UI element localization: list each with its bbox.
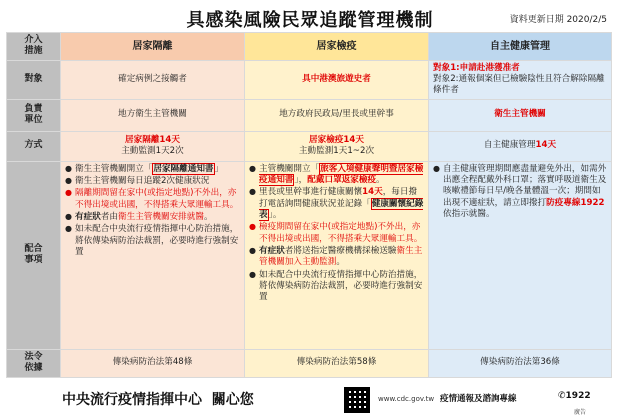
list-item: ● 如未配合中央流行疫情指揮中心防治措施，將依傳染病防治法裁罰，必要時進行強制安置 bbox=[65, 224, 240, 258]
method-b-monitor: 主動監測1天1~2次 bbox=[298, 146, 375, 157]
list-item: ● 衛生主管機關每日追蹤2次健康狀況 bbox=[65, 176, 240, 187]
method-c bbox=[429, 131, 612, 161]
footer-title: 中央流行疫情指揮中心 關心您 bbox=[62, 392, 254, 408]
footer-ad-label: 廣告 bbox=[574, 409, 587, 416]
row-method bbox=[7, 131, 612, 161]
page-title: 具感染風險民眾追蹤管理機制 bbox=[186, 10, 434, 31]
method-c-days: 14天 bbox=[535, 140, 557, 151]
header-home-isolation: 居家隔離 bbox=[61, 33, 245, 61]
unit-c: 衛生主管機關 bbox=[429, 99, 612, 131]
header-rowhead: 介入 措施 bbox=[7, 33, 61, 61]
list-item: ● 檢疫期間留在家中(或指定地點)不外出，亦不得出境或出國，不得搭乘大眾運輸工具。 bbox=[249, 222, 424, 245]
list-item: ● 自主健康管理期間應盡量避免外出，如需外出應全程配戴外科口罩；落實呼吸道衛生及咳嗽禮節每日早/晚各量體溫一次；期間如出現不適症狀，請立即撥打防疫專線1922依指示就醫。 bbox=[433, 164, 607, 221]
law-c: 傳染病防治法第36條 bbox=[429, 349, 612, 377]
method-b-duration: 居家檢疫14天 bbox=[309, 134, 364, 145]
unit-a: 地方衛生主管機關 bbox=[61, 99, 245, 131]
row-unit-label: 負責 單位 bbox=[7, 99, 61, 131]
list-item: ● 主管機關開立「旅客入境健康聲明暨居家檢疫通知書」，配戴口罩返家檢疫。 bbox=[249, 164, 424, 187]
update-date: 資料更新日期 2020/2/5 bbox=[509, 15, 607, 25]
row-law-label: 法令 依據 bbox=[7, 349, 61, 377]
target-c-2: 對象2:通報個案但已檢驗陰性且符合解除隔離條件者 bbox=[433, 73, 605, 96]
law-a: 傳染病防治法第48條 bbox=[61, 349, 245, 377]
matters-c bbox=[429, 161, 612, 349]
footer bbox=[0, 383, 617, 417]
row-target bbox=[7, 60, 612, 99]
footer-hotline: 疫情通報及諮詢專線 bbox=[440, 394, 517, 404]
target-b: 具中港澳旅遊史者 bbox=[245, 60, 429, 99]
list-item: ● 如未配合中央流行疫情指揮中心防治措施，將依傳染病防治法裁罰，必要時進行強制安置 bbox=[249, 270, 424, 304]
phone-icon: ✆ bbox=[558, 391, 566, 401]
matters-b bbox=[245, 161, 429, 349]
row-target-label: 對象 bbox=[7, 60, 61, 99]
target-c-1: 對象1:申請赴港獲准者 bbox=[433, 62, 520, 73]
row-law bbox=[7, 349, 612, 377]
matters-a bbox=[61, 161, 245, 349]
header-row bbox=[7, 33, 612, 61]
header-self-management: 自主健康管理 bbox=[429, 33, 612, 61]
header-home-quarantine: 居家檢疫 bbox=[245, 33, 429, 61]
row-matters bbox=[7, 161, 612, 349]
unit-b: 地方政府民政局/里長或里幹事 bbox=[245, 99, 429, 131]
qr-code-icon bbox=[344, 387, 370, 413]
method-a-duration: 居家隔離14天 bbox=[125, 134, 180, 145]
method-a bbox=[61, 131, 245, 161]
list-item: ● 衛生主管機關開立「居家隔離通知書」 bbox=[65, 164, 240, 175]
footer-url: www.cdc.gov.tw bbox=[378, 395, 435, 403]
law-b: 傳染病防治法第58條 bbox=[245, 349, 429, 377]
method-c-prefix: 自主健康管理 bbox=[483, 140, 536, 151]
target-c bbox=[429, 60, 612, 99]
list-item: ● 隔離期間留在家中(或指定地點)不外出，亦不得出境或出國，不得搭乘大眾運輸工具。 bbox=[65, 188, 240, 211]
tracking-table bbox=[6, 32, 612, 378]
list-item: ● 有症狀者由衛生主管機關安排就醫。 bbox=[65, 212, 240, 223]
target-a: 確定病例之接觸者 bbox=[61, 60, 245, 99]
method-b bbox=[245, 131, 429, 161]
phone-icon-hotline-number: ✆1922 bbox=[558, 391, 591, 401]
method-a-monitor: 主動監測1天2次 bbox=[121, 146, 184, 157]
matters-a-list bbox=[65, 164, 240, 259]
row-matters-label: 配合 事項 bbox=[7, 161, 61, 349]
matters-c-list bbox=[433, 164, 607, 221]
matters-b-list bbox=[249, 164, 424, 304]
row-method-label: 方式 bbox=[7, 131, 61, 161]
list-item: ● 有症狀者將送指定醫療機構採檢送驗衛生主管機關加入主動監測。 bbox=[249, 246, 424, 269]
row-unit bbox=[7, 99, 612, 131]
list-item: ● 里長或里幹事進行健康關懷14天，每日撥打電話詢問健康狀況並記錄「健康關懷紀錄表」。 bbox=[249, 187, 424, 221]
